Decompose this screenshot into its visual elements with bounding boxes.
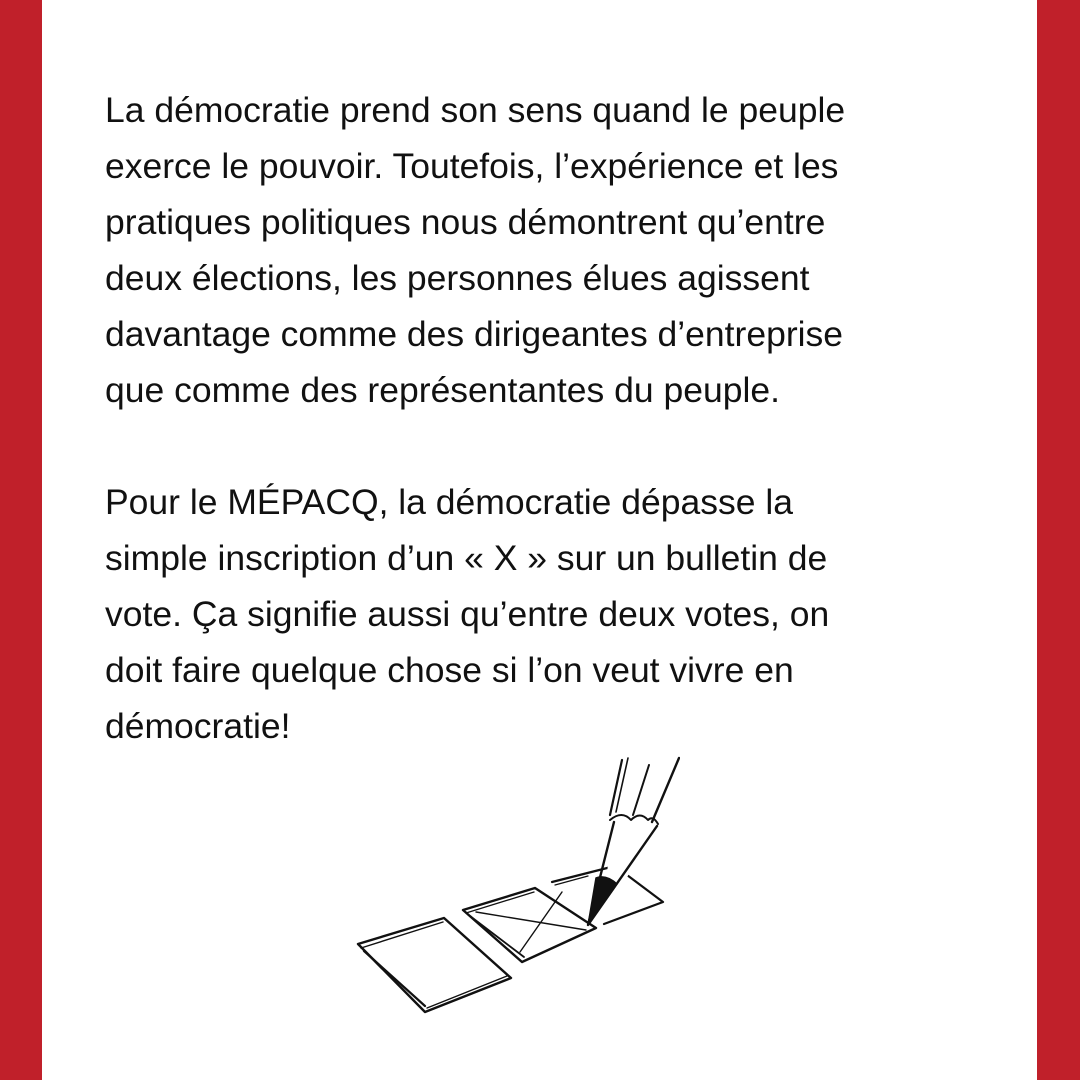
text-line: La démocratie prend son sens quand le peuple — [105, 90, 846, 130]
right-border — [1037, 0, 1080, 1080]
text-line: simple inscription d’un « X » sur un bulletin de — [105, 538, 828, 578]
text-line: vote. Ça signifie aussi qu’entre deux votes, on — [105, 594, 830, 634]
paragraph-2 — [105, 474, 965, 754]
text-line: Pour le MÉPACQ, la démocratie dépasse la — [105, 482, 793, 522]
pencil-icon — [588, 758, 679, 925]
text-content — [105, 82, 965, 754]
paragraph-1 — [105, 82, 965, 418]
text-line: doit faire quelque chose si l’on veut vivre en — [105, 650, 794, 690]
pencil-ballot-checkbox-icon — [340, 750, 680, 1025]
text-line: que comme des représentantes du peuple. — [105, 370, 780, 410]
text-line: pratiques politiques nous démontrent qu’entre — [105, 202, 826, 242]
checked-checkbox-icon — [463, 888, 596, 962]
text-line: démocratie! — [105, 706, 291, 746]
left-border — [0, 0, 42, 1080]
text-line: exerce le pouvoir. Toutefois, l’expérience et les — [105, 146, 839, 186]
text-line: davantage comme des dirigeantes d’entreprise — [105, 314, 844, 354]
text-line: deux élections, les personnes élues agissent — [105, 258, 810, 298]
